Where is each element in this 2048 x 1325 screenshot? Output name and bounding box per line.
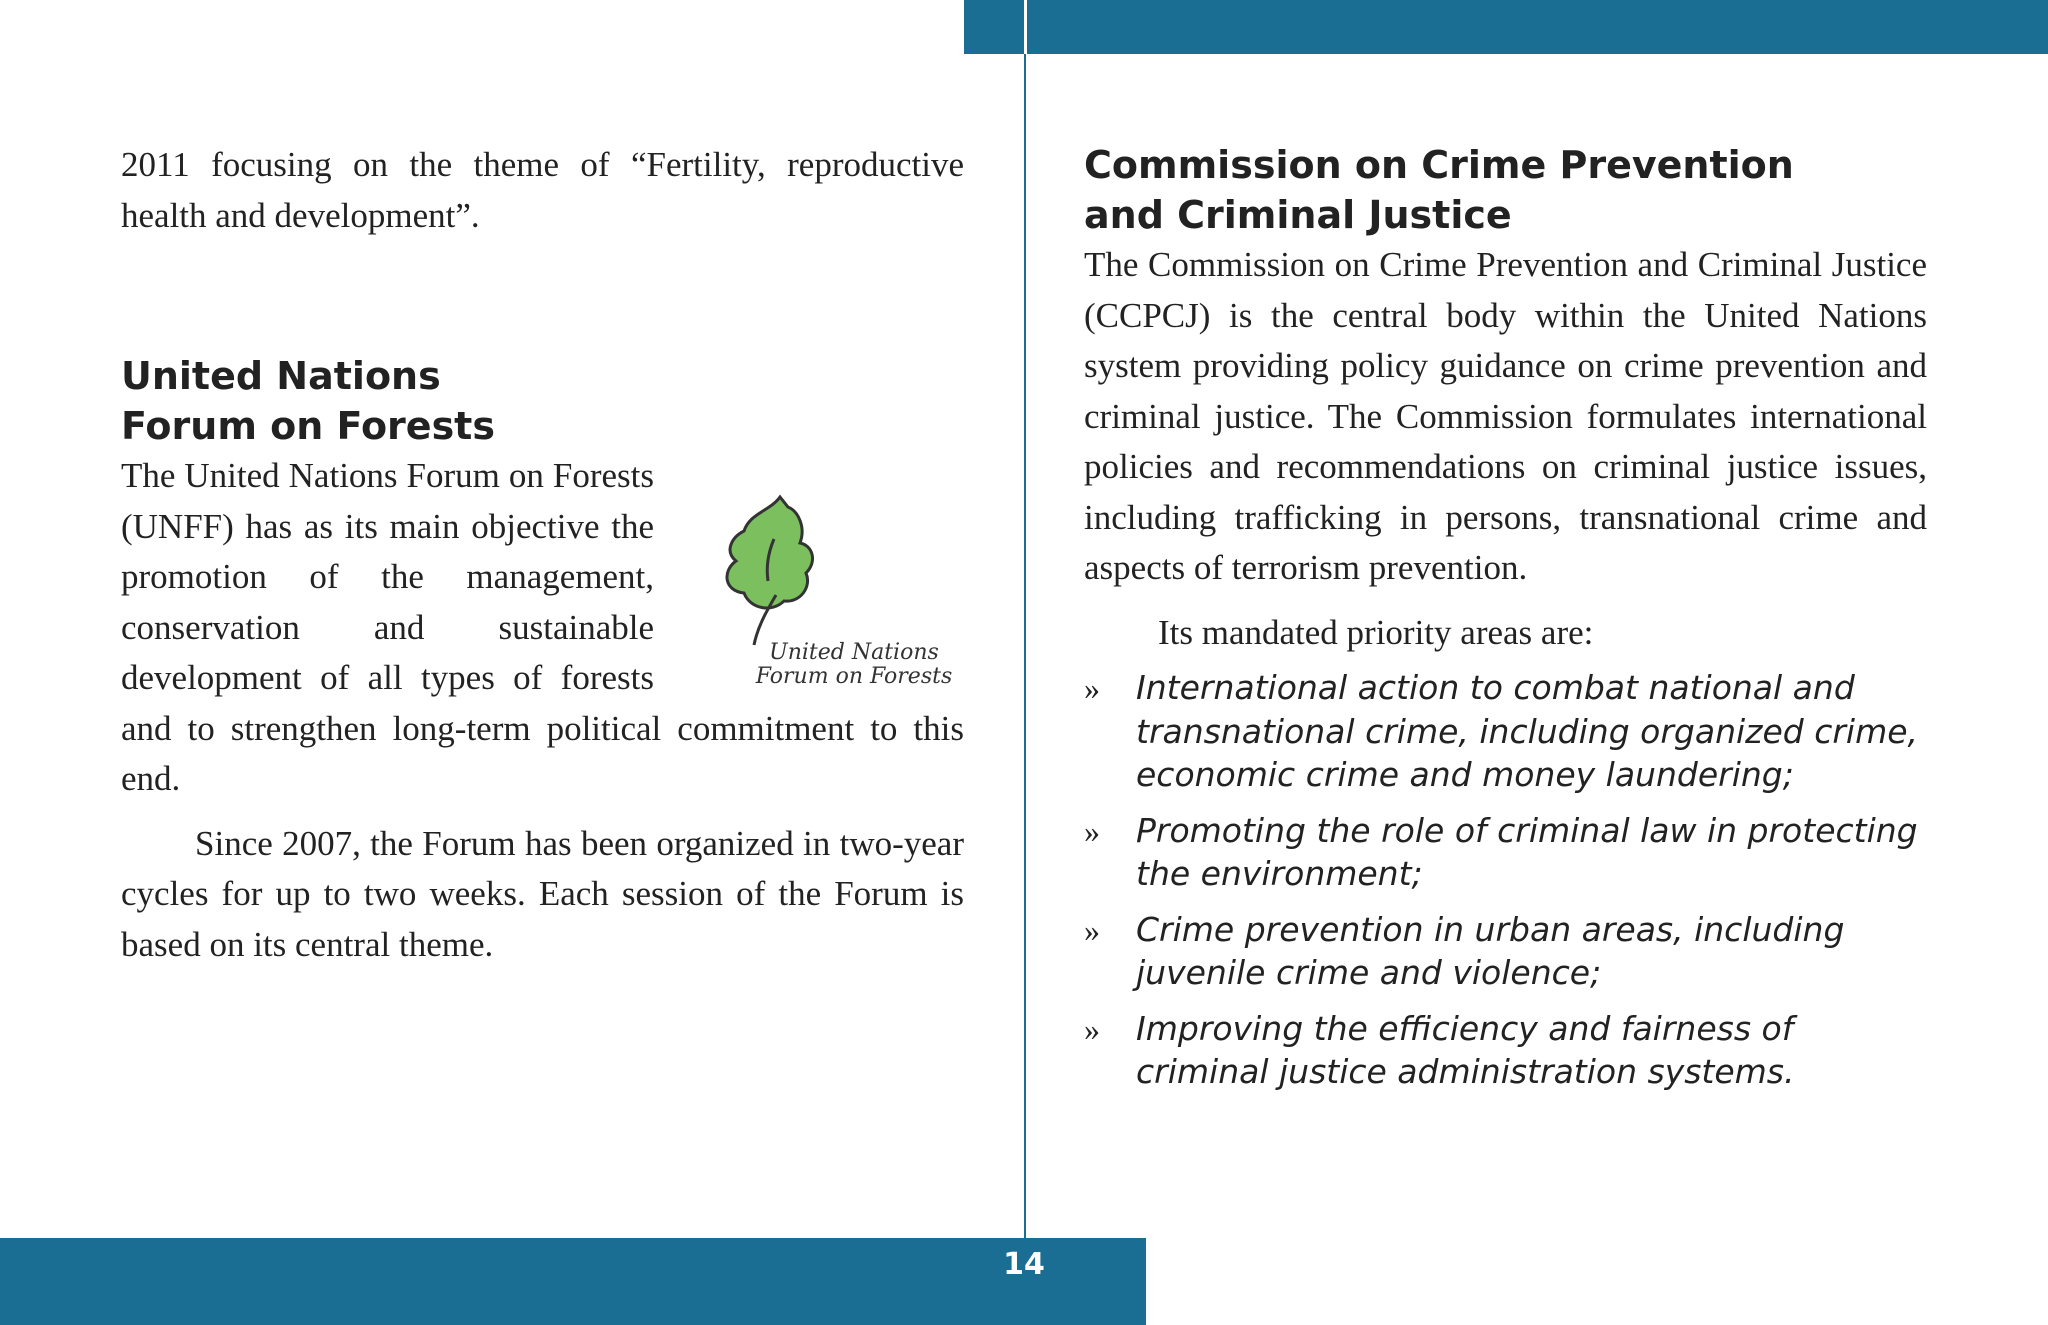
ccpcj-body: The Commission on Crime Prevention and Criminal Justice (CCPCJ) is the central body within the United Nations system providing policy guidance on crime prevention and criminal justice. The Commission formulates international policies and recommendations on criminal justice issues, including trafficking in persons, transnational crime and aspects of terrorism prevention.	[1084, 245, 1927, 587]
bullet-icon: »	[1084, 812, 1100, 849]
unff-heading-line2: Forum on Forests	[121, 404, 495, 448]
left-column	[121, 140, 964, 970]
ccpcj-heading-line1: Commission on Crime Prevention	[1084, 143, 1794, 187]
priority-item	[1084, 1007, 1927, 1094]
top-bar-divider	[1024, 0, 1027, 54]
unff-heading-line1: United Nations	[121, 354, 441, 398]
unff-body	[121, 451, 964, 970]
right-column	[1084, 140, 1927, 1106]
priority-item	[1084, 908, 1927, 995]
unff-logo-text-line2: Forum on Forests	[755, 664, 953, 689]
priority-item-text: Improving the efficiency and fairness of criminal justice administration systems.	[1136, 1008, 1795, 1091]
unff-paragraph-2: Since 2007, the Forum has been organized in two-year cycles for up to two weeks. Each session of the Forum is based on its central theme.	[121, 823, 964, 964]
center-gutter-rule	[1024, 54, 1026, 1238]
priority-item	[1084, 809, 1927, 896]
bullet-icon: »	[1084, 911, 1100, 948]
priority-item	[1084, 666, 1927, 797]
unff-logo	[674, 491, 964, 701]
priority-item-text: Promoting the role of criminal law in protecting the environment;	[1136, 810, 1918, 893]
bullet-icon: »	[1084, 1010, 1100, 1047]
intro-paragraph: 2011 focusing on the theme of “Fertility, reproductive health and development”.	[121, 145, 964, 235]
ccpcj-heading	[1084, 140, 1927, 240]
priority-list	[1084, 666, 1927, 1094]
unff-logo-text-line1: United Nations	[769, 640, 939, 665]
ccpcj-heading-line2: and Criminal Justice	[1084, 193, 1512, 237]
unff-heading	[121, 351, 964, 451]
priority-item-text: International action to combat national and transnational crime, including organized crime, economic crime and money laundering;	[1136, 668, 1919, 794]
priority-item-text: Crime prevention in urban areas, including juvenile crime and violence;	[1136, 909, 1845, 992]
leaf-icon	[710, 491, 830, 651]
priority-intro: Its mandated priority areas are:	[1158, 612, 1594, 652]
page-number: 14	[1003, 1247, 1045, 1282]
top-accent-bar	[964, 0, 2048, 54]
bullet-icon: »	[1084, 670, 1100, 706]
unff-paragraph-1: The United Nations Forum on Forests (UNFF) has as its main objective the promotion of the management, conservation and sustainable development of all types of forests and to strengthen long-term political commitment to this end.	[121, 456, 964, 798]
